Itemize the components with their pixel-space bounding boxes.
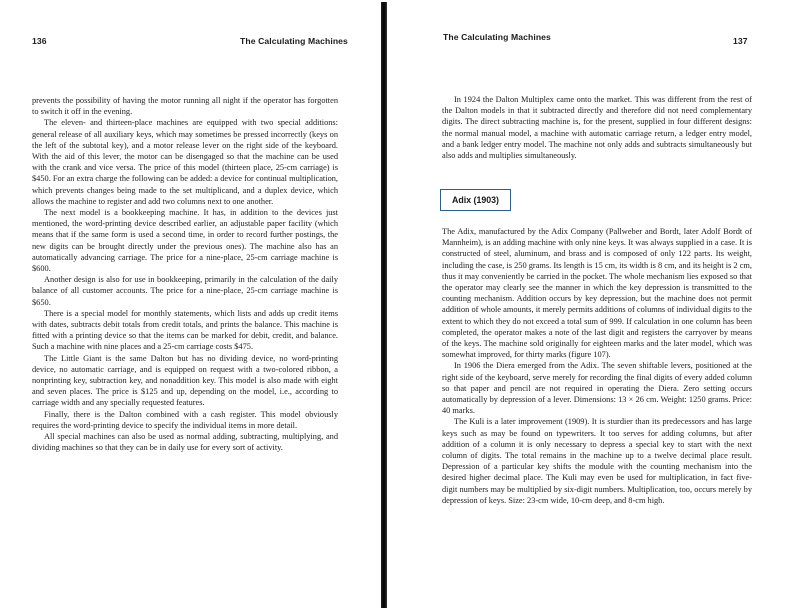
section-heading-adix: Adix (1903) xyxy=(440,189,511,211)
right-page-number: 137 xyxy=(733,36,748,46)
left-paragraph: The next model is a bookkeeping machine. It has, in addition to the devices just mentioned, the word-printing device described earlier, an adjustable paper facility (which means that if the same form is used a second time, in order to record further postings, the new digits can be brought directly under the previous ones). The machine also has an automatically advancing carriage. The price for a nine-place, 25-cm carriage machine is $600. xyxy=(32,208,338,274)
left-paragraph: Finally, there is the Dalton combined with a cash register. This model obviously requires the word-printing device to specify the individual items in more detail. xyxy=(32,409,338,430)
book-gutter xyxy=(381,2,387,608)
right-page xyxy=(388,0,792,612)
right-paragraph: In 1906 the Diera emerged from the Adix. The seven shiftable levers, positioned at the right side of the keyboard, serve merely for recording the final digits of every added column so that paper and pencil are not required in operating the Diera. Zero setting occurs automatically by depression of a lever. Dimensions: 13 × 26 cm. Weight: 1250 grams. Price: 40 marks. xyxy=(442,361,752,416)
left-running-head: The Calculating Machines xyxy=(240,36,348,46)
right-paragraph: The Kuli is a later improvement (1909). It is sturdier than its predecessors and has large keys such as may be found on typewriters. It too serves for adding columns, but after addition of a column it is only necessary to depress a special key to start with the next column of digits. The total remains in the machine up to a twelve decimal place result. Depression of a particular key shifts the module with the counting mechanism into the desired higher decimal place. The Kuli may even be used for multiplication, in fact five-digit numbers may be multiplied by six-digit numbers. Multiplication, too, occurs merely by depression of keys. Size: 23-cm wide, 10-cm deep, and 8-cm high. xyxy=(442,417,752,505)
left-page xyxy=(0,0,380,612)
right-paragraph: The Adix, manufactured by the Adix Company (Pallweber and Bordt, later Adolf Bordt of Mannheim), is an adding machine with only nine keys. It was always supplied in a case. It is constructed of steel, aluminum, and brass and is composed of only 122 parts. Its weight, including the case, is 250 grams. Its length is 15 cm, its width is 8 cm, and its height is 2 cm, thus it may conveniently be carried in the pocket. The whole mechanism lies exposed so that the operator may clearly see the manner in which the key depression is transmitted to the counting mechanism. Addition occurs by key depression, but the machine does not permit addition of whole amounts, it merely permits additions of columns of individual digits to the extent to which they do not exceed a total sum of 999. If calculation in one column has been completed, the operator makes a note of the last digit and registers the carryover by means of the keys. The machine sold originally for eighteen marks and the later model, which was somewhat improved, for thirty marks (figure 107). xyxy=(442,227,752,360)
left-page-number: 136 xyxy=(32,36,47,46)
left-body-text xyxy=(32,95,338,454)
right-intro-text xyxy=(442,94,752,161)
left-paragraph: There is a special model for monthly statements, which lists and adds up credit items with dates, subtracts debit totals from credit totals, and prints the balance. This machine is fitted with a printing device so that the items can be marked for debit, credit, and balance. Such a machine with nine places and a 25-cm carriage costs $475. xyxy=(32,308,338,352)
left-paragraph: Another design is also for use in bookkeeping, primarily in the calculation of the daily balance of all customer accounts. The price for a nine-place, 25-cm carriage machine is $650. xyxy=(32,275,338,307)
left-paragraph: All special machines can also be used as normal adding, subtracting, multiplying, and dividing machines so that they can be in daily use for every sort of activity. xyxy=(32,432,338,453)
left-paragraph: The Little Giant is the same Dalton but has no dividing device, no word-printing device, no automatic carriage, and is equipped on request with a two-colored ribbon, a nonprinting key, subtraction key, and nonaddition key. This model is also made with eight and seven places. The price is $125 and up, depending on the model, i.e., according to carriage width and any specially requested features. xyxy=(32,353,338,408)
right-body-text xyxy=(442,226,752,506)
right-running-head: The Calculating Machines xyxy=(443,32,551,42)
left-paragraph: prevents the possibility of having the motor running all night if the operator has forgotten to switch it off in the evening. xyxy=(32,96,338,117)
left-paragraph: The eleven- and thirteen-place machines are equipped with two special additions: general release of all auxiliary keys, which may sometimes be pressed incorrectly (keys on the left of the subtotal key), and a motor release lever on the right side of the keyboard. With the aid of this lever, the motor can be disengaged so that the machine can be used with the crank and vice versa. The price of this model (thirteen place, 25-cm carriage) is $450. For an extra charge the following can be added: a device for continual multiplication, which prevents changes being made to the set multiplicand, and a duplex device, which allows the machine to register and add two columns next to one another. xyxy=(32,118,338,206)
right-intro-paragraph: In 1924 the Dalton Multiplex came onto the market. This was different from the rest of the Dalton models in that it subtracted directly and therefore did not need complementary digits. The direct subtracting machine is, for the present, supplied in four different designs: the normal manual model, a machine with automatic carriage return, a ledger entry model, and a bank ledger entry model. The machine not only adds and subtracts simultaneously but also adds and multiplies simultaneously. xyxy=(442,95,752,161)
